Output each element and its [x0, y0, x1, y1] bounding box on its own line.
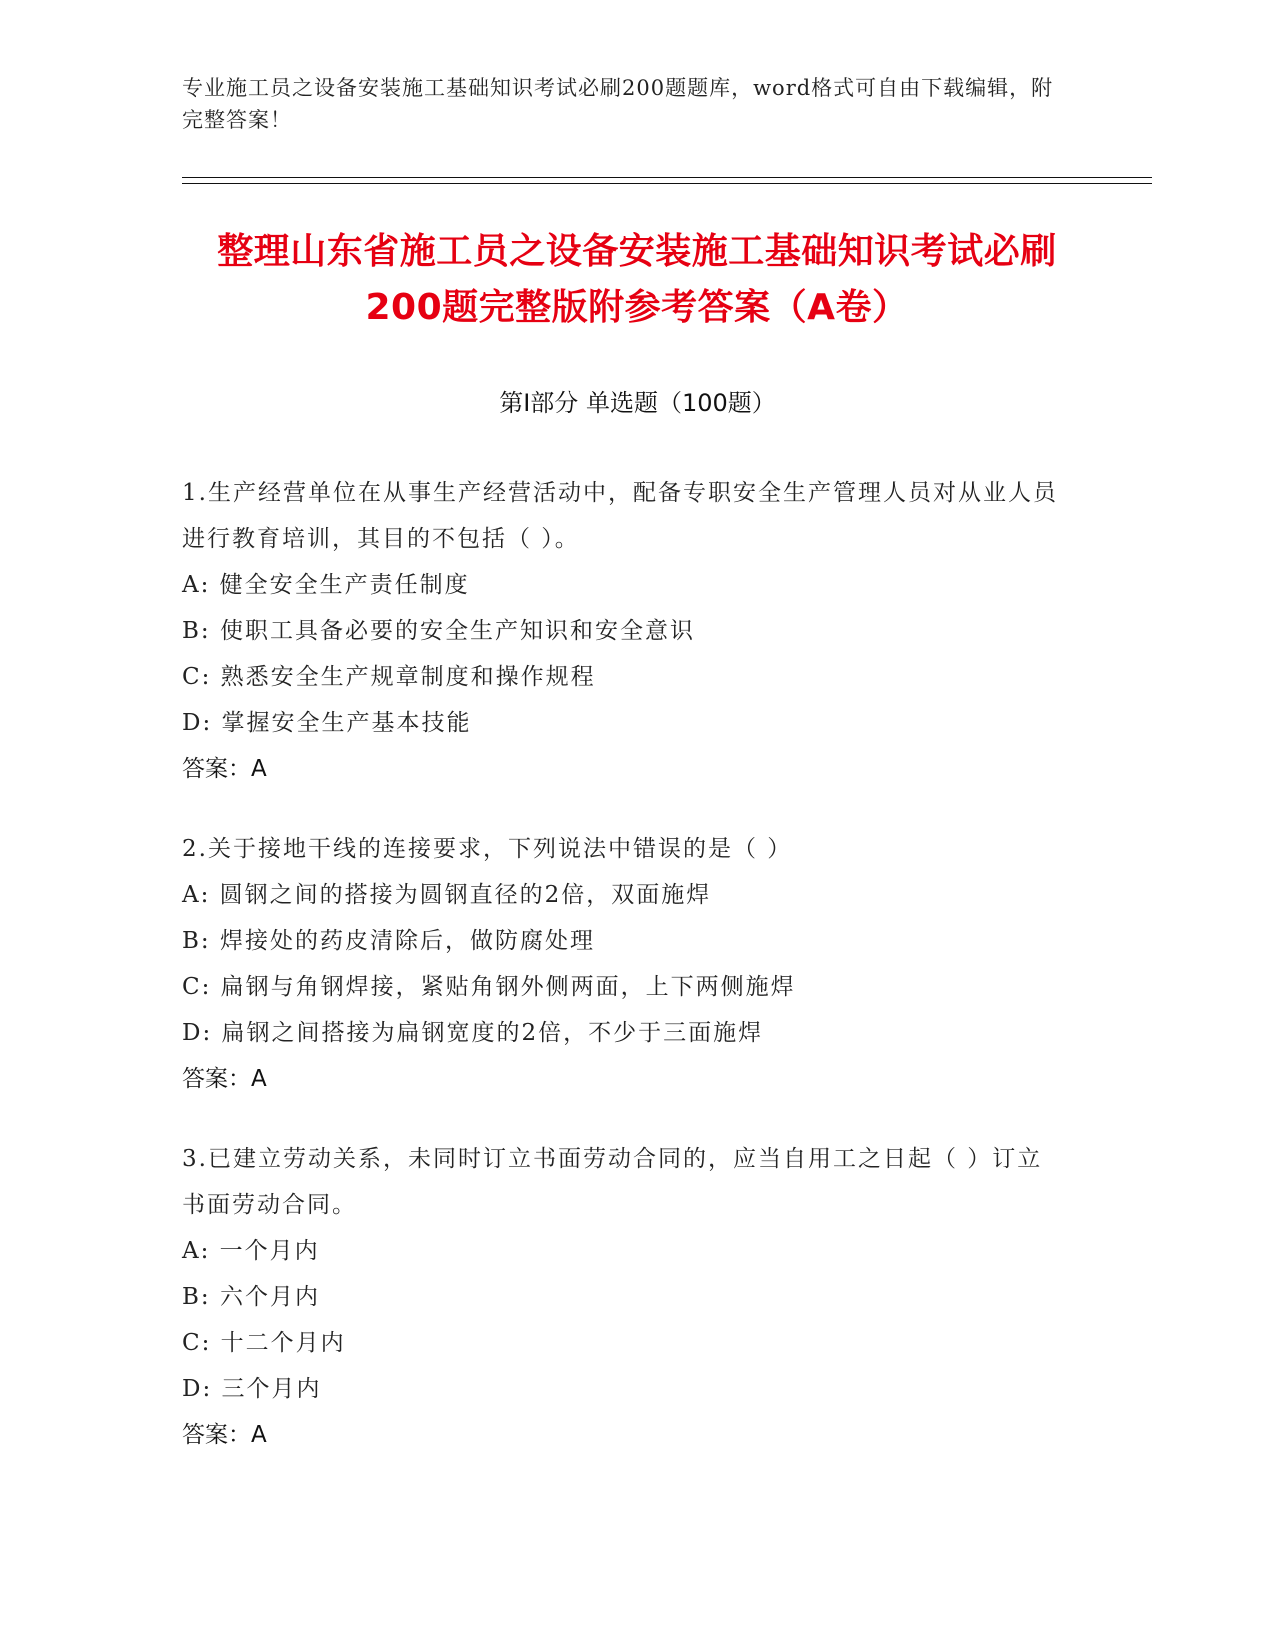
question-stem: 2.关于接地干线的连接要求，下列说法中错误的是（ ）	[182, 836, 793, 862]
question-stem: 1.生产经营单位在从事生产经营活动中，配备专职安全生产管理人员对从业人员进行教育培训，其目的不包括（ ）。	[182, 480, 1058, 552]
document-title: 整理山东省施工员之设备安装施工基础知识考试必刷200题完整版附参考答案（A卷）	[217, 231, 1057, 328]
option-a: A: 健全安全生产责任制度	[182, 572, 470, 598]
option-d: D: 三个月内	[182, 1376, 322, 1402]
option-b: B: 六个月内	[182, 1284, 320, 1310]
question-1	[182, 470, 1062, 792]
answer-line: 答案：A	[182, 756, 267, 782]
section-title: 第Ⅰ部分 单选题（100题）	[499, 389, 776, 417]
option-c: C: 熟悉安全生产规章制度和操作规程	[182, 664, 596, 690]
header-divider-top	[182, 177, 1152, 178]
answer-line: 答案：A	[182, 1422, 267, 1448]
option-d: D: 掌握安全生产基本技能	[182, 710, 472, 736]
header-note: 专业施工员之设备安装施工基础知识考试必刷200题题库，word格式可自由下载编辑，附完整答案！	[182, 76, 1054, 132]
option-c: C: 十二个月内	[182, 1330, 346, 1356]
option-d: D: 扁钢之间搭接为扁钢宽度的2倍，不少于三面施焊	[182, 1020, 764, 1046]
option-b: B: 焊接处的药皮清除后，做防腐处理	[182, 928, 595, 954]
question-3	[182, 1136, 1062, 1458]
question-2	[182, 826, 1062, 1102]
option-a: A: 圆钢之间的搭接为圆钢直径的2倍，双面施焊	[182, 882, 712, 908]
question-stem: 3.已建立劳动关系，未同时订立书面劳动合同的，应当自用工之日起（ ）订立书面劳动合同。	[182, 1146, 1043, 1218]
header-divider-bottom	[182, 183, 1152, 184]
option-a: A: 一个月内	[182, 1238, 320, 1264]
option-c: C: 扁钢与角钢焊接，紧贴角钢外侧两面，上下两侧施焊	[182, 974, 796, 1000]
answer-line: 答案：A	[182, 1066, 267, 1092]
option-b: B: 使职工具备必要的安全生产知识和安全意识	[182, 618, 695, 644]
